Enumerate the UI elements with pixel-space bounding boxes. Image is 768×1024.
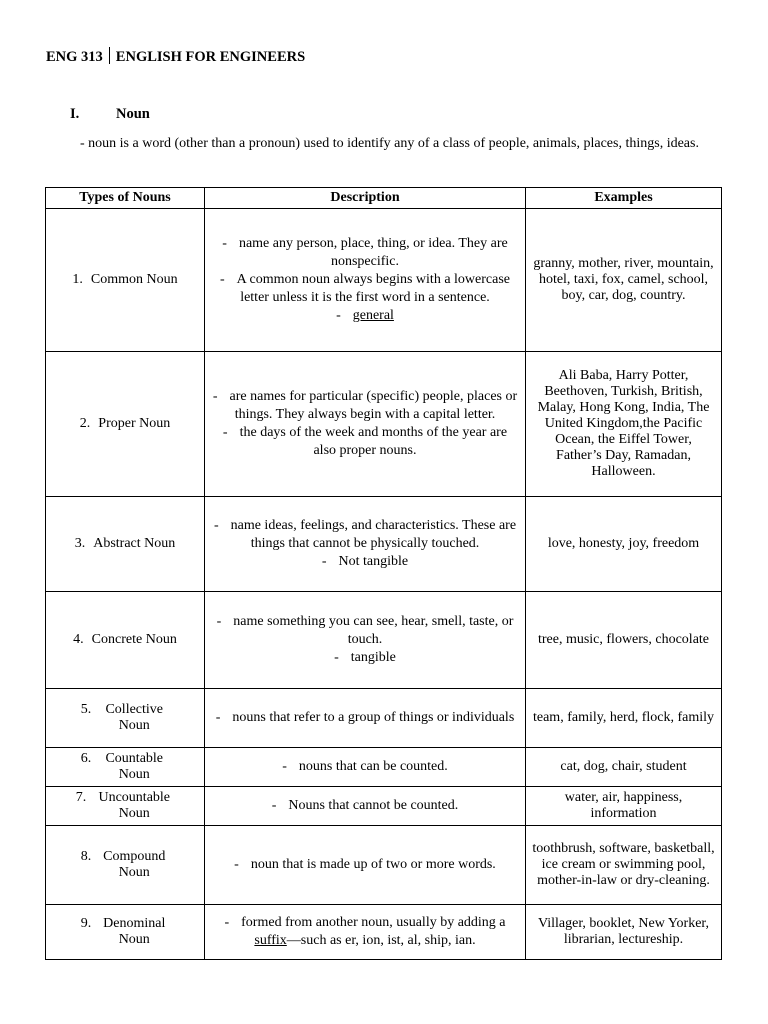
row-number: 3. (74, 536, 86, 551)
description-point: noun that is made up of two or more words. (250, 857, 496, 872)
suffix-link[interactable]: suffix (254, 933, 287, 948)
noun-type: Proper Noun (98, 416, 171, 431)
table-row (46, 352, 722, 497)
noun-type: Compound Noun (103, 849, 166, 880)
description-cell: - nouns that refer to a group of things or individuals (205, 689, 526, 748)
description-cell: - name any person, place, thing, or idea. They are nonspecific. - A common noun always begins with a lowercase letter unless it is the first word in a sentence. - general (205, 209, 526, 352)
header-examples: Examples (526, 188, 722, 209)
description-point: name ideas, feelings, and characteristics. These are things that cannot be physically touched. (230, 518, 517, 551)
description-cell: - name something you can see, hear, smell, taste, or touch. - tangible (205, 592, 526, 689)
description-point: name any person, place, thing, or idea. They are nonspecific. (238, 236, 508, 269)
course-code: ENG 313 (46, 49, 103, 65)
noun-type: Common Noun (90, 272, 178, 287)
section-title: Noun (116, 106, 150, 122)
course-title: ENGLISH FOR ENGINEERS (115, 49, 306, 65)
row-number: 8. (80, 849, 92, 864)
noun-type: Collective Noun (105, 702, 164, 733)
description-cell: - nouns that can be counted. (205, 748, 526, 787)
section-heading (70, 106, 150, 123)
description-text: formed from another noun, usually by adding a (241, 915, 506, 930)
row-number: 5. (80, 702, 92, 717)
noun-type: Concrete Noun (91, 632, 177, 647)
table-row (46, 592, 722, 689)
description-cell: - noun that is made up of two or more words. (205, 826, 526, 905)
type-cell (46, 352, 205, 497)
description-point: the days of the week and months of the year are also proper nouns. (239, 425, 508, 458)
row-number: 4. (73, 632, 84, 647)
section-number: I. (70, 106, 80, 122)
examples-cell: water, air, happiness, information (526, 787, 722, 826)
table-row (46, 826, 722, 905)
noun-type: Uncountable Noun (98, 790, 171, 821)
type-cell (46, 787, 205, 826)
description-point: tangible (350, 650, 396, 665)
table-row (46, 497, 722, 592)
description-point: nouns that refer to a group of things or individuals (232, 710, 515, 725)
row-number: 9. (80, 916, 92, 931)
examples-cell: cat, dog, chair, student (526, 748, 722, 787)
examples-cell: love, honesty, joy, freedom (526, 497, 722, 592)
noun-type: Abstract Noun (93, 536, 176, 551)
row-number: 7. (75, 790, 87, 805)
type-cell (46, 497, 205, 592)
description-text: —such as er, ion, ist, al, ship, ian. (286, 933, 476, 948)
header-types: Types of Nouns (46, 188, 205, 209)
examples-cell: toothbrush, software, basketball, ice cream or swimming pool, mother-in-law or dry-cleaning. (526, 826, 722, 905)
noun-type: Countable Noun (105, 751, 164, 782)
examples-cell: Ali Baba, Harry Potter, Beethoven, Turkish, British, Malay, Hong Kong, India, The United Kingdom,the Pacific Ocean, the Eiffel Tower, Father’s Day, Ramadan, Halloween. (526, 352, 722, 497)
type-cell (46, 826, 205, 905)
description-cell: - formed from another noun, usually by adding a suffix—such as er, ion, ist, al, ship, ian. (205, 905, 526, 960)
description-point: name something you can see, hear, smell, taste, or touch. (233, 614, 514, 647)
row-number: 1. (72, 272, 83, 287)
description-point: general (352, 308, 394, 323)
type-cell (46, 748, 205, 787)
noun-type: Denominal Noun (103, 916, 166, 947)
examples-cell: Villager, booklet, New Yorker, librarian, lectureship. (526, 905, 722, 960)
type-cell (46, 689, 205, 748)
table-row (46, 787, 722, 826)
header-description: Description (205, 188, 526, 209)
noun-types-table (45, 187, 722, 960)
table-row (46, 748, 722, 787)
description-cell: - are names for particular (specific) people, places or things. They always begin with a capital letter. - the days of the week and months of the year are also proper nouns. (205, 352, 526, 497)
type-cell (46, 592, 205, 689)
description-point: A common noun always begins with a lowercase letter unless it is the first word in a sentence. (236, 272, 510, 305)
description-point: Not tangible (338, 554, 409, 569)
table-row (46, 905, 722, 960)
type-cell (46, 905, 205, 960)
header-divider (109, 47, 110, 64)
noun-definition: - noun is a word (other than a pronoun) used to identify any of a class of people, animals, places, things, ideas. (80, 136, 699, 151)
description-point: nouns that can be counted. (298, 759, 448, 774)
table-row (46, 209, 722, 352)
table-row (46, 689, 722, 748)
table-header-row (46, 188, 722, 209)
row-number: 2. (79, 416, 91, 431)
row-number: 6. (80, 751, 92, 766)
document-header (46, 47, 305, 66)
description-cell: - name ideas, feelings, and characteristics. These are things that cannot be physically touched. - Not tangible (205, 497, 526, 592)
type-cell (46, 209, 205, 352)
description-cell: - Nouns that cannot be counted. (205, 787, 526, 826)
examples-cell: team, family, herd, flock, family (526, 689, 722, 748)
examples-cell: granny, mother, river, mountain, hotel, taxi, fox, camel, school, boy, car, dog, country. (526, 209, 722, 352)
examples-cell: tree, music, flowers, chocolate (526, 592, 722, 689)
description-point: are names for particular (specific) people, places or things. They always begin with a capital letter. (229, 389, 518, 422)
description-point: Nouns that cannot be counted. (288, 798, 459, 813)
